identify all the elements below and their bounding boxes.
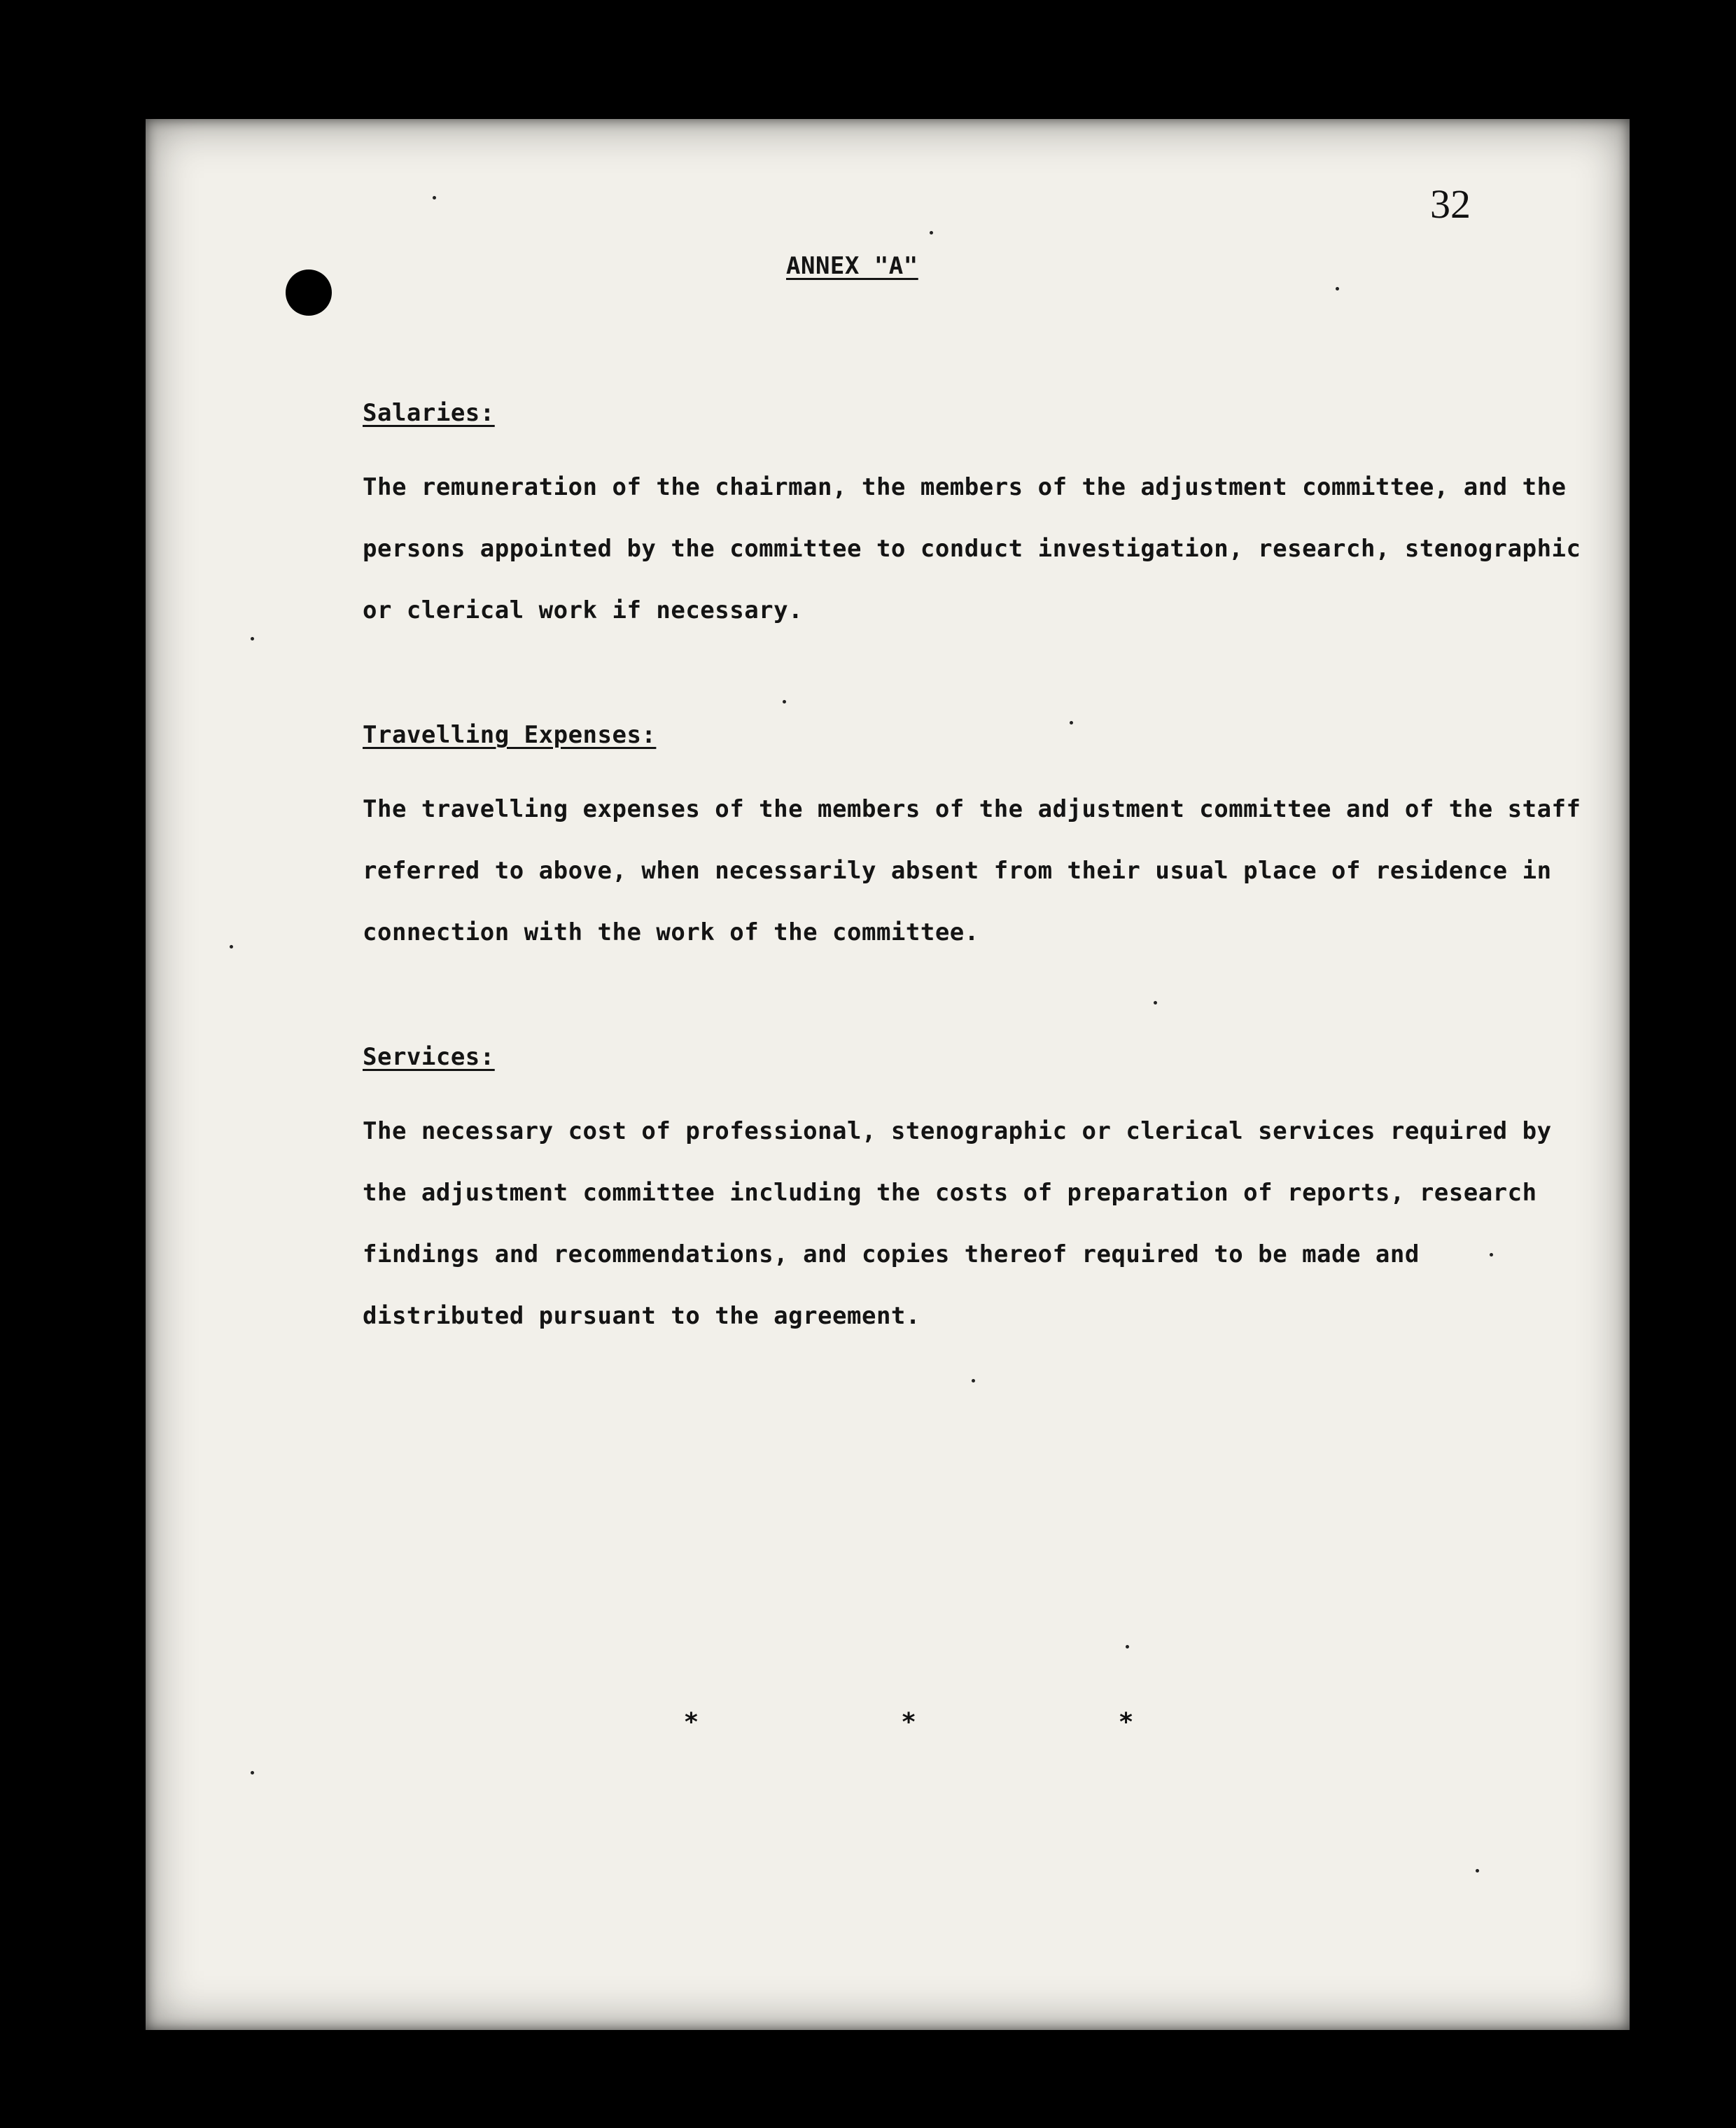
scan-speck [230,945,233,948]
separator-star: * [902,1708,916,1737]
section-body-travelling-expenses: The travelling expenses of the members of the adjustment committee and of the staff referred to above, when necessarily absent from their usual place of residence in connection with the work of the committee. [363,795,1581,946]
scan-speck [251,1771,254,1774]
document-page [146,119,1630,2030]
scan-speck [1070,721,1073,724]
footer-separator [685,1708,1133,1737]
section-body-salaries: The remuneration of the chairman, the members of the adjustment committee, and the persons appointed by the committee to conduct investigation, research, stenographic or clerical work if necessary. [363,473,1581,624]
section-heading-salaries: Salaries: [363,399,495,427]
section-body-services: The necessary cost of professional, stenographic or clerical services required by the adjustment committee including the costs of preparation of reports, research findings and recommendations, and copies thereof required to be made and distributed pursuant to the agreement. [363,1117,1552,1330]
separator-star: * [685,1708,698,1737]
scan-speck [972,1379,975,1382]
separator-star: * [1119,1708,1133,1737]
section-travelling-expenses [363,721,1630,963]
scan-speck [783,700,786,704]
scan-speck [1126,1645,1129,1648]
section-services [363,1043,1630,1347]
section-heading-travelling-expenses: Travelling Expenses: [363,721,657,749]
scan-speck [930,231,933,234]
section-salaries [363,399,1630,641]
scan-speck [1476,1869,1479,1872]
section-heading-services: Services: [363,1043,495,1071]
scan-speck [433,196,436,200]
scan-speck [1490,1253,1493,1256]
scan-speck [251,637,254,640]
annex-title: ANNEX "A" [786,252,918,280]
scan-speck [1336,287,1339,290]
page-number: 32 [1430,181,1471,227]
punch-hole [286,270,332,316]
scan-speck [1154,1001,1157,1004]
